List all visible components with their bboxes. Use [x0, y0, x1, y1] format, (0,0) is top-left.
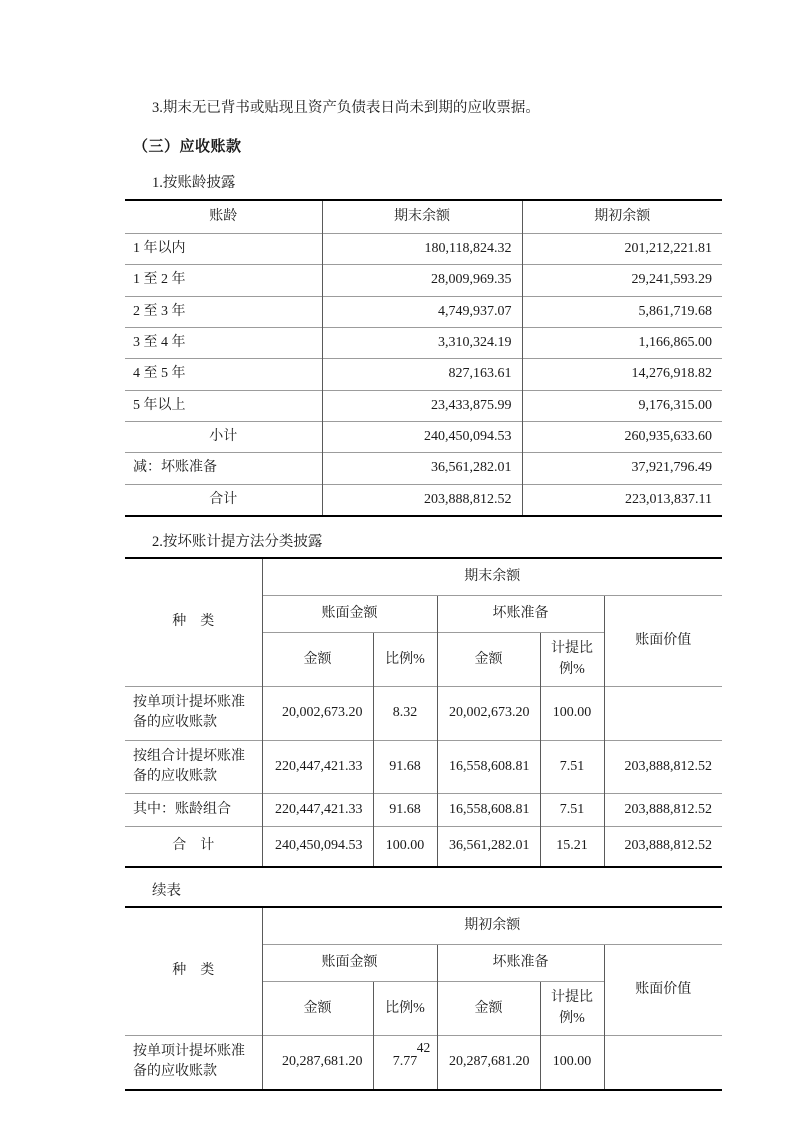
table-row	[125, 359, 722, 390]
row-label: 其中：账龄组合	[125, 794, 262, 827]
aging-header-ending: 期末余额	[322, 200, 522, 234]
subtotal-row	[125, 421, 722, 452]
section-heading: （三）应收账款	[133, 138, 242, 155]
ending-balance: 23,433,875.99	[322, 390, 522, 421]
aging-header-age: 账龄	[125, 200, 322, 234]
book-amount: 220,447,421.33	[262, 794, 373, 827]
bad-debt-header: 坏账准备	[437, 596, 604, 633]
book-amount-header: 账面金额	[262, 945, 437, 982]
ending-balance: 4,749,937.07	[322, 296, 522, 327]
ratio-header: 比例%	[373, 633, 437, 687]
kind-header: 种 类	[125, 558, 262, 687]
table-row	[125, 390, 722, 421]
row-label: 减：坏账准备	[125, 453, 322, 484]
note-text: 3.期末无已背书或贴现且资产负债表日尚未到期的应收票据。	[152, 100, 540, 116]
book-amount: 240,450,094.53	[262, 827, 373, 867]
book-amount-header: 账面金额	[262, 596, 437, 633]
subsection-label-method: 2.按坏账计提方法分类披露	[152, 533, 323, 550]
row-label: 2 至 3 年	[125, 296, 322, 327]
subsection-label-aging: 1.按账龄披露	[152, 174, 236, 191]
table-row	[125, 740, 722, 794]
bad-debt-method-table-ending	[125, 557, 722, 868]
beginning-balance: 1,166,865.00	[522, 328, 722, 359]
book-value: 203,888,812.52	[604, 827, 722, 867]
book-amount: 20,287,681.20	[262, 1035, 373, 1089]
row-label: 1 至 2 年	[125, 265, 322, 296]
book-value: 203,888,812.52	[604, 794, 722, 827]
ratio: 7.77	[373, 1035, 437, 1089]
row-label: 3 至 4 年	[125, 328, 322, 359]
bad-debt-amount: 36,561,282.01	[437, 827, 540, 867]
provision-ratio: 100.00	[540, 1035, 604, 1089]
row-label: 合 计	[125, 827, 262, 867]
provision-ratio: 15.21	[540, 827, 604, 867]
bad-debt-amount: 16,558,608.81	[437, 794, 540, 827]
continued-table-label: 续表	[152, 882, 181, 899]
page-number: 42	[416, 1040, 431, 1055]
beginning-balance: 9,176,315.00	[522, 390, 722, 421]
bad-debt-header: 坏账准备	[437, 945, 604, 982]
book-value-header: 账面价值	[604, 596, 722, 687]
header-row-1	[125, 907, 722, 945]
row-label: 按单项计提坏账准备的应收账款	[125, 1035, 262, 1089]
beginning-balance: 14,276,918.82	[522, 359, 722, 390]
total-row	[125, 827, 722, 867]
provision-ratio-header: 计提比例%	[540, 633, 604, 687]
total-row	[125, 484, 722, 516]
table-row	[125, 234, 722, 265]
provision-ratio: 7.51	[540, 740, 604, 794]
table-row	[125, 265, 722, 296]
table-row	[125, 794, 722, 827]
ending-balance-header: 期末余额	[262, 558, 722, 596]
kind-header: 种 类	[125, 907, 262, 1036]
ratio: 8.32	[373, 687, 437, 741]
ratio: 91.68	[373, 740, 437, 794]
row-label: 合计	[125, 484, 322, 516]
book-amount: 20,002,673.20	[262, 687, 373, 741]
ending-balance: 827,163.61	[322, 359, 522, 390]
provision-ratio: 100.00	[540, 687, 604, 741]
book-value-header: 账面价值	[604, 945, 722, 1036]
ending-balance: 203,888,812.52	[322, 484, 522, 516]
book-amount: 220,447,421.33	[262, 740, 373, 794]
bad-debt-amount: 16,558,608.81	[437, 740, 540, 794]
bad-debt-amount: 20,287,681.20	[437, 1035, 540, 1089]
book-value: 203,888,812.52	[604, 740, 722, 794]
ending-balance: 240,450,094.53	[322, 421, 522, 452]
amount-header: 金额	[262, 633, 373, 687]
page-content	[125, 0, 722, 1091]
ending-balance: 180,118,824.32	[322, 234, 522, 265]
provision-ratio-header: 计提比例%	[540, 982, 604, 1036]
ending-balance: 36,561,282.01	[322, 453, 522, 484]
beginning-balance: 5,861,719.68	[522, 296, 722, 327]
ending-balance: 28,009,969.35	[322, 265, 522, 296]
table-row	[125, 328, 722, 359]
header-row-1	[125, 558, 722, 596]
beginning-balance: 201,212,221.81	[522, 234, 722, 265]
ratio: 91.68	[373, 794, 437, 827]
bad-debt-amount: 20,002,673.20	[437, 687, 540, 741]
row-label: 按单项计提坏账准备的应收账款	[125, 687, 262, 741]
row-label: 小计	[125, 421, 322, 452]
beginning-balance: 260,935,633.60	[522, 421, 722, 452]
aging-header-beginning: 期初余额	[522, 200, 722, 234]
beginning-balance: 223,013,837.11	[522, 484, 722, 516]
provision-ratio: 7.51	[540, 794, 604, 827]
row-label: 4 至 5 年	[125, 359, 322, 390]
row-label: 1 年以内	[125, 234, 322, 265]
amount-header: 金额	[437, 633, 540, 687]
table-row	[125, 296, 722, 327]
bad-debt-method-table-beginning	[125, 906, 722, 1091]
amount-header: 金额	[262, 982, 373, 1036]
amount-header: 金额	[437, 982, 540, 1036]
ratio: 100.00	[373, 827, 437, 867]
book-value	[604, 687, 722, 741]
beginning-balance: 37,921,796.49	[522, 453, 722, 484]
beginning-balance: 29,241,593.29	[522, 265, 722, 296]
table-row	[125, 453, 722, 484]
row-label: 5 年以上	[125, 390, 322, 421]
table-row	[125, 687, 722, 741]
ratio-header: 比例%	[373, 982, 437, 1036]
aging-header-row	[125, 200, 722, 234]
beginning-balance-header: 期初余额	[262, 907, 722, 945]
aging-table	[125, 199, 722, 517]
ending-balance: 3,310,324.19	[322, 328, 522, 359]
row-label: 按组合计提坏账准备的应收账款	[125, 740, 262, 794]
